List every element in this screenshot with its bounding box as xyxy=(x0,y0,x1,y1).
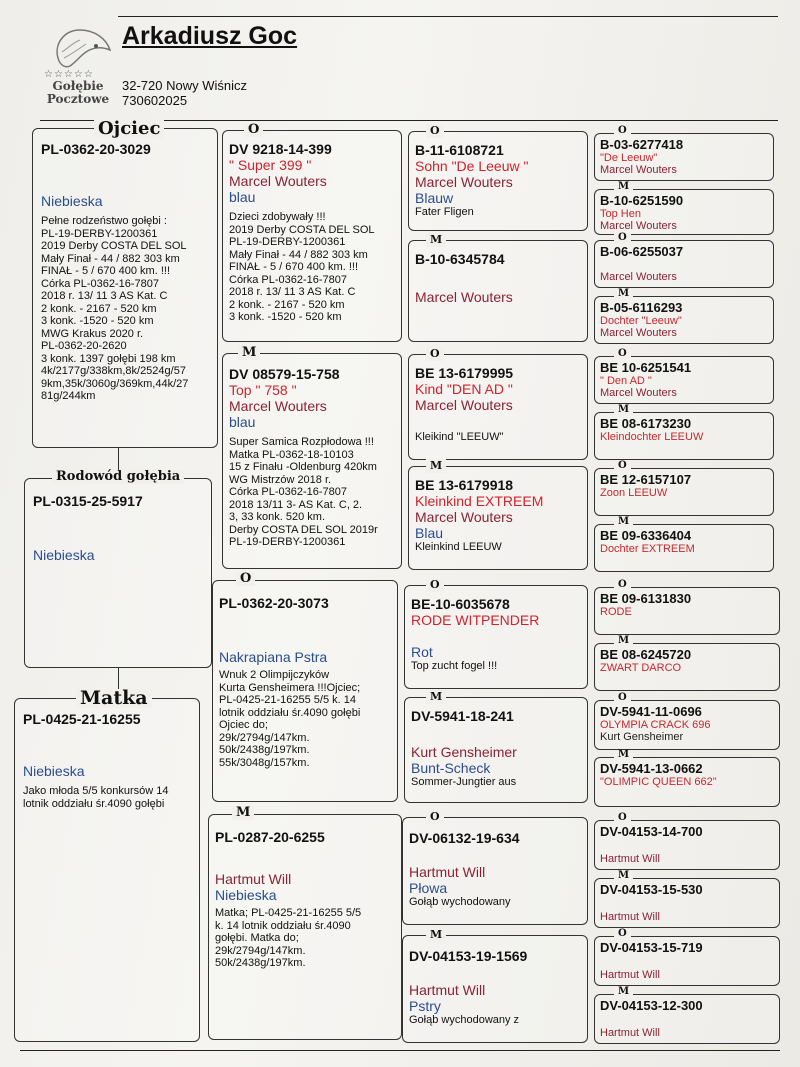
g4-label-o: O xyxy=(614,461,631,471)
g4-label-o: O xyxy=(614,580,631,590)
pedigree-text: 2018 13/11 3- AS Kat. C, 2. xyxy=(229,498,363,511)
pedigree-text: Marcel Wouters xyxy=(415,397,513,413)
pedigree-text: Marcel Wouters xyxy=(600,271,677,283)
subject-box xyxy=(24,478,212,668)
g4-box xyxy=(594,994,780,1044)
pedigree-text: DV-5941-13-0662 xyxy=(600,761,703,776)
g3-label-o: O xyxy=(426,124,444,138)
pedigree-text: PL-0362-20-2620 xyxy=(41,340,127,352)
logo-stars: ☆☆☆☆☆ xyxy=(44,69,94,80)
pedigree-text: 3 konk. -1520 - 520 km xyxy=(41,315,154,327)
address-line: 32-720 Nowy Wiśnicz xyxy=(122,78,247,93)
pedigree-text: FINAŁ - 5 / 670 400 km. !!! xyxy=(229,261,358,273)
g3-label-m: M xyxy=(426,928,446,942)
mother-notes xyxy=(23,785,191,810)
g4-box xyxy=(594,468,774,516)
phone-line: 730602025 xyxy=(122,93,188,108)
pedigree-text: 2018 r. 13/ 11 3 AS Kat. C xyxy=(229,286,356,298)
bottom-rule xyxy=(20,1050,780,1051)
pedigree-text: B-10-6345784 xyxy=(415,251,505,267)
pedigree-text: Kind "DEN AD " xyxy=(415,381,513,397)
g3-label-m: M xyxy=(426,233,446,247)
pedigree-text: Marcel Wouters xyxy=(415,509,513,525)
fm-color: blau xyxy=(229,414,256,430)
pedigree-text: PL-0425-21-16255 5/5 k. 14 xyxy=(219,694,356,706)
g3-box xyxy=(404,585,588,689)
pedigree-text: lotnik oddziału śr.4090 gołębi xyxy=(219,706,361,719)
pedigree-text: DV-5941-18-241 xyxy=(411,708,514,724)
pedigree-text: Marcel Wouters xyxy=(415,174,513,190)
top-rule xyxy=(118,16,778,17)
mf-box xyxy=(212,580,398,802)
mm-label: M xyxy=(232,806,254,820)
pedigree-text: 2 konk. - 2167 - 520 km xyxy=(229,298,345,311)
g4-box xyxy=(594,643,780,691)
g4-box xyxy=(594,700,780,750)
fm-ring: DV 08579-15-758 xyxy=(229,366,340,382)
pedigree-text: Hartmut Will xyxy=(600,853,660,865)
owner-address xyxy=(122,78,247,108)
pedigree-text: Kurt Gensheimer xyxy=(411,744,517,760)
g4-label-o: O xyxy=(614,233,631,243)
pedigree-text: RODE xyxy=(600,606,632,618)
g4-label-m: M xyxy=(614,182,633,192)
g3-box xyxy=(402,935,588,1043)
pedigree-text: " Den AD " xyxy=(600,375,652,387)
pedigree-text: 50k/2438g/197km. xyxy=(219,744,310,756)
pedigree-text: 3 konk. 1397 gołębi 198 km xyxy=(41,352,176,365)
g4-box xyxy=(594,820,780,870)
pedigree-text: Kleindochter LEEUW xyxy=(600,431,704,443)
g4-box xyxy=(594,878,780,928)
pedigree-text: Super Samica Rozpłodowa !!! xyxy=(229,436,374,448)
mf-label: O xyxy=(236,572,255,586)
ff-breeder: Marcel Wouters xyxy=(229,173,327,189)
pedigree-text: Gołąb wychodowany xyxy=(409,896,511,908)
pedigree-text: "De Leeuw" xyxy=(600,152,658,164)
pedigree-text: MWG Krakus 2020 r. xyxy=(41,327,144,340)
pedigree-text: 3 konk. -1520 - 520 km xyxy=(229,311,342,323)
pedigree-text: Pstry xyxy=(409,998,441,1014)
father-ring: PL-0362-20-3029 xyxy=(41,141,151,157)
pedigree-text: "OLIMPIC QUEEN 662" xyxy=(600,776,717,788)
pedigree-text: Mały Finał - 44 / 882 303 km xyxy=(229,248,368,261)
pedigree-text: 2 konk. - 2167 - 520 km xyxy=(41,302,157,315)
pedigree-text: Derby COSTA DEL SOL 2019r xyxy=(229,523,378,536)
g4-box xyxy=(594,356,774,404)
ff-name: " Super 399 " xyxy=(229,157,312,173)
g3-box xyxy=(408,354,588,460)
pedigree-text: DV-04153-19-1569 xyxy=(409,948,528,964)
g4-label-o: O xyxy=(614,126,631,136)
g3-box xyxy=(404,697,588,803)
g3-label-o: O xyxy=(426,578,444,592)
g4-box xyxy=(594,296,774,344)
mother-box xyxy=(14,698,200,1042)
g4-label-o: O xyxy=(614,813,631,823)
mm-ring: PL-0287-20-6255 xyxy=(215,829,325,845)
pedigree-text: Hartmut Will xyxy=(409,864,486,880)
pedigree-text: BE 09-6336404 xyxy=(600,528,692,543)
pedigree-text: B-05-6116293 xyxy=(600,300,683,315)
pedigree-text: Dochter EXTREEM xyxy=(600,543,695,555)
pedigree-text: Zoon LEEUW xyxy=(600,487,668,499)
ff-notes xyxy=(229,211,395,324)
pedigree-text: 2018 r. 13/ 11 3 AS Kat. C xyxy=(41,290,168,302)
pedigree-text: Córka PL-0362-16-7807 xyxy=(41,277,160,290)
father-notes xyxy=(41,215,209,403)
owner-name: Arkadiusz Goc xyxy=(122,22,298,50)
pedigree-text: Gołąb wychodowany z xyxy=(409,1014,520,1026)
pedigree-text: 2019 Derby COSTA DEL SOL xyxy=(229,223,375,236)
pedigree-text: DV-06132-19-634 xyxy=(409,830,520,846)
pedigree-text: Kleikind "LEEUW" xyxy=(415,431,504,443)
pedigree-text: FINAŁ - 5 / 670 400 km. !!! xyxy=(41,265,170,277)
pedigree-text: DV-04153-15-719 xyxy=(600,940,703,955)
g4-label-m: M xyxy=(614,871,633,881)
pedigree-text: Jako młoda 5/5 konkursów 14 xyxy=(23,785,169,797)
pedigree-text: Top Hen xyxy=(600,208,641,220)
pedigree-text: Fater Fligen xyxy=(415,206,474,218)
pedigree-text: Matka; PL-0425-21-16255 5/5 xyxy=(215,907,362,919)
pedigree-text: Dzieci zdobywały !!! xyxy=(229,211,326,223)
pedigree-text: Blauw xyxy=(415,190,454,206)
pedigree-text: Sohn "De Leeuw " xyxy=(415,158,529,174)
ff-color: blau xyxy=(229,189,256,205)
pedigree-text: B-11-6108721 xyxy=(415,142,504,158)
father-box xyxy=(32,128,218,448)
pedigree-text: 15 z Finału -Oldenburg 420km xyxy=(229,461,377,473)
g4-box xyxy=(594,587,780,635)
pedigree-text: Córka PL-0362-16-7807 xyxy=(229,273,348,286)
pedigree-text: Wnuk 2 Olimpijczyków xyxy=(219,669,330,681)
g4-label-o: O xyxy=(614,693,631,703)
mother-ring: PL-0425-21-16255 xyxy=(23,711,141,727)
pedigree-text: Hartmut Will xyxy=(600,969,660,981)
pedigree-text: DV-04153-14-700 xyxy=(600,824,703,839)
g3-label-m: M xyxy=(426,459,446,473)
pedigree-text: BE 08-6245720 xyxy=(600,647,692,662)
ff-label: O xyxy=(244,123,263,137)
logo-line-2: Pocztowe xyxy=(46,92,110,106)
pedigree-text: DV-5941-11-0696 xyxy=(600,704,702,719)
g4-box xyxy=(594,240,774,288)
logo-line-1: Gołębie xyxy=(52,79,104,93)
pedigree-text: Blau xyxy=(415,525,444,541)
mm-box xyxy=(208,814,402,1040)
g4-box xyxy=(594,189,774,235)
g4-label-o: O xyxy=(614,929,631,939)
g4-box xyxy=(594,757,780,807)
g4-label-m: M xyxy=(614,636,633,646)
logo-text xyxy=(40,80,116,106)
pedigree-text: 29k/2794g/147km. xyxy=(219,731,310,744)
pedigree-text: Top zucht fogel !!! xyxy=(411,660,498,672)
pedigree-text: Hartmut Will xyxy=(409,982,486,998)
pedigree-text: Marcel Wouters xyxy=(600,164,677,176)
g4-label-o: O xyxy=(614,349,631,359)
pedigree-text: Córka PL-0362-16-7807 xyxy=(229,486,348,498)
father-color: Niebieska xyxy=(41,193,103,209)
pedigree-text: k. 14 lotnik oddziału śr.4090 xyxy=(215,919,351,932)
pedigree-text: B-06-6255037 xyxy=(600,244,684,259)
fm-breeder: Marcel Wouters xyxy=(229,398,327,414)
pedigree-text: PL-19-DERBY-1200361 xyxy=(41,227,158,240)
pedigree-text: PL-19-DERBY-1200361 xyxy=(229,236,346,248)
pedigree-text: Pełne rodzeństwo gołębi : xyxy=(41,215,167,227)
pedigree-text: Marcel Wouters xyxy=(600,387,677,399)
pedigree-text: Sommer-Jungtier aus xyxy=(411,776,517,788)
pedigree-text: BE-10-6035678 xyxy=(411,596,510,612)
pedigree-text: Kleinkind EXTREEM xyxy=(415,493,544,509)
pedigree-text: Hartmut Will xyxy=(600,1027,660,1039)
mm-notes xyxy=(215,907,395,970)
pedigree-text: 29k/2794g/147km. xyxy=(215,944,306,957)
pedigree-text: BE 12-6157107 xyxy=(600,472,692,487)
pedigree-text: Kurta Gensheimera !!!Ojciec; xyxy=(219,681,361,694)
pedigree-text: 81g/244km xyxy=(41,390,96,402)
pedigree-text: Rot xyxy=(411,644,433,660)
pedigree-text: WG Mistrzów 2018 r. xyxy=(229,473,332,486)
pedigree-text: ZWART DARCO xyxy=(600,662,682,674)
pedigree-text: Kleinkind LEEUW xyxy=(415,541,502,553)
pedigree-text: Matka PL-0362-18-10103 xyxy=(229,448,354,461)
pedigree-text: 3, 33 konk. 520 km. xyxy=(229,511,325,523)
pedigree-text: Ojciec do; xyxy=(219,719,268,731)
pedigree-text: 2019 Derby COSTA DEL SOL xyxy=(41,240,187,252)
g4-label-m: M xyxy=(614,405,633,415)
mf-ring: PL-0362-20-3073 xyxy=(219,595,329,611)
pedigree-text: OLYMPIA CRACK 696 xyxy=(600,719,711,731)
fm-box xyxy=(222,353,402,569)
pedigree-text: Kurt Gensheimer xyxy=(600,731,684,743)
pedigree-text: PL-19-DERBY-1200361 xyxy=(229,536,346,548)
mf-notes xyxy=(219,669,391,769)
fm-name: Top " 758 " xyxy=(229,382,297,398)
g4-label-m: M xyxy=(614,987,633,997)
pedigree-label: Rodowód gołębia xyxy=(52,470,184,484)
father-label: Ojciec xyxy=(94,120,164,138)
pedigree-text: RODE WITPENDER xyxy=(411,612,540,628)
pedigree-text: B-03-6277418 xyxy=(600,137,684,152)
g3-box xyxy=(402,817,588,925)
pedigree-text: BE 13-6179918 xyxy=(415,477,514,493)
g3-label-o: O xyxy=(426,810,444,824)
pedigree-text: Dochter "Leeuw" xyxy=(600,315,682,327)
fm-notes xyxy=(229,436,395,549)
g3-label-o: O xyxy=(426,347,444,361)
pedigree-text: DV-04153-15-530 xyxy=(600,882,703,897)
subject-ring: PL-0315-25-5917 xyxy=(33,493,143,509)
pedigree-text: Marcel Wouters xyxy=(600,327,677,339)
mother-label: Matka xyxy=(76,689,152,708)
pedigree-text: BE 13-6179995 xyxy=(415,365,514,381)
pedigree-text: Marcel Wouters xyxy=(415,289,513,305)
pedigree-text: B-10-6251590 xyxy=(600,193,684,208)
pedigree-text: 50k/2438g/197km. xyxy=(215,957,306,969)
g3-box xyxy=(408,466,588,570)
pedigree-text: BE 09-6131830 xyxy=(600,591,692,606)
ff-box xyxy=(222,130,402,342)
fm-label: M xyxy=(238,346,260,360)
pedigree-text: lotnik oddziału śr.4090 gołębi xyxy=(23,797,165,810)
pedigree-text: BE 10-6251541 xyxy=(600,360,692,375)
g3-label-m: M xyxy=(426,690,446,704)
mother-color: Niebieska xyxy=(23,763,85,779)
mf-color: Nakrapiana Pstra xyxy=(219,649,328,665)
pedigree-text: Bunt-Scheck xyxy=(411,760,491,776)
pedigree-text: Płowa xyxy=(409,880,448,896)
pedigree-text: Hartmut Will xyxy=(600,911,660,923)
pedigree-text: DV-04153-12-300 xyxy=(600,998,703,1013)
pedigree-text: gołębi. Matka do; xyxy=(215,932,299,944)
pedigree-text: 9km,35k/3060g/369km,44k/27 xyxy=(41,377,189,390)
pedigree-text: BE 08-6173230 xyxy=(600,416,692,431)
subject-color: Niebieska xyxy=(33,547,95,563)
g4-box xyxy=(594,412,774,460)
g4-box xyxy=(594,524,774,572)
pedigree-text: 55k/3048g/157km. xyxy=(219,756,310,769)
pedigree-text: Mały Finał - 44 / 882 303 km xyxy=(41,252,180,265)
g4-label-m: M xyxy=(614,517,633,527)
g3-box xyxy=(408,131,588,231)
g4-label-m: M xyxy=(614,750,633,760)
pedigree-text: Marcel Wouters xyxy=(600,220,677,232)
g4-label-m: M xyxy=(614,289,633,299)
g3-box xyxy=(408,240,588,342)
ff-ring: DV 9218-14-399 xyxy=(229,141,332,157)
mm-color: Niebieska xyxy=(215,887,277,903)
mm-breeder: Hartmut Will xyxy=(215,871,292,887)
g4-box xyxy=(594,133,774,181)
pedigree-text: 4k/2177g/338km,8k/2524g/57 xyxy=(41,365,186,377)
g4-box xyxy=(594,936,780,986)
